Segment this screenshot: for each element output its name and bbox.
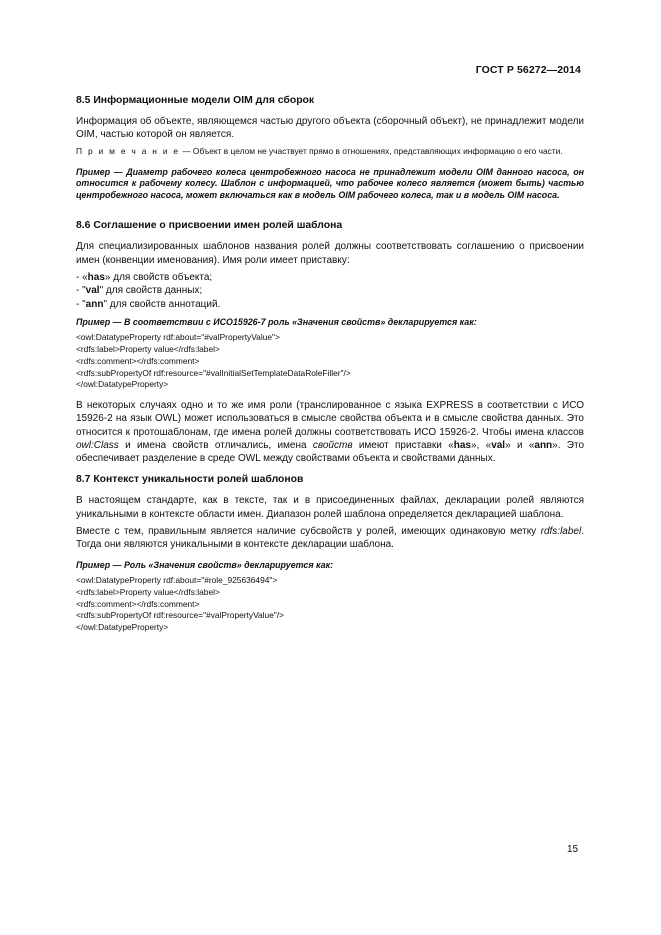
note-text: — Объект в целом не участвует прямо в отношениях, представляющих информацию о его части.	[179, 145, 563, 156]
section-8-5-title: 8.5 Информационные модели OIM для сборок	[76, 95, 315, 106]
note-label: П р и м е ч а н и е	[76, 145, 180, 156]
list-item: - "ann" для свойств аннотаций.	[76, 298, 221, 310]
code-line: </owl:DatatypeProperty>	[76, 379, 169, 390]
code-line: <rdfs:label>Property value</rdfs:label>	[76, 586, 220, 597]
code-line: <rdfs:label>Property value</rdfs:label>	[76, 344, 220, 355]
code-line: <rdfs:comment></rdfs:comment>	[76, 598, 200, 609]
section-8-6-title: 8.6 Соглашение о присвоении имен ролей шаблона	[76, 220, 343, 232]
section-8-7-title: 8.7 Контекст уникальности ролей шаблонов	[76, 474, 304, 486]
list-item: - "val" для свойств данных;	[76, 285, 203, 297]
code-line: <owl:DatatypeProperty rdf:about="#role_925636494">	[76, 575, 278, 586]
section-8-6-example: Пример — В соответствии с ИСО15926-7 роль «Значения свойств» декларируется как:	[76, 316, 477, 327]
code-line: <rdfs:subPropertyOf rdf:resource="#valPropertyValue"/>	[76, 610, 285, 621]
section-8-6-code-block	[76, 332, 584, 391]
document-header: ГОСТ Р 56272—2014	[475, 64, 581, 76]
section-8-5-example: Пример — Диаметр рабочего колеса центробежного насоса не принадлежит модели OIM данного насоса, он относится к рабочему колесу. Шаблон с информацией, что рабочее колесо является (может быть) частью центробежного насоса, может включаться как в модель OIM рабочего колеса, так и в модель OIM насоса.	[76, 166, 584, 200]
page-number: 15	[567, 844, 579, 855]
section-8-7-code-block	[76, 575, 584, 634]
list-item: - «has» для свойств объекта;	[76, 271, 213, 283]
code-line: <owl:DatatypeProperty rdf:about="#valPropertyValue">	[76, 332, 280, 343]
role-prefix-list	[76, 271, 584, 311]
section-8-5-paragraph: Информация об объекте, являющемся частью другого объекта (сборочный объект), не принадлежит модели OIM, частью которой он является.	[76, 116, 584, 141]
section-8-7-paragraph-1: В настоящем стандарте, как в тексте, так и в присоединенных файлах, декларации ролей являются уникальными в контексте области имен. Диапазон ролей шаблона определяется декларацией шаблона.	[76, 495, 584, 520]
section-8-7-example: Пример — Роль «Значения свойств» декларируется как:	[76, 559, 334, 570]
section-8-5-note	[76, 146, 584, 157]
page-content	[76, 94, 584, 642]
section-8-6-paragraph: Для специализированных шаблонов названия ролей должны соответствовать соглашению о присвоении имен (конвенции именования). Имя роли имеет приставку:	[76, 241, 584, 266]
code-line: <rdfs:subPropertyOf rdf:resource="#valInitialSetTemplateDataRoleFiller"/>	[76, 367, 351, 378]
code-line: <rdfs:comment></rdfs:comment>	[76, 355, 200, 366]
section-8-7-paragraph-2: Вместе с тем, правильным является наличие субсвойств у ролей, имеющих одинаковую метку rdfs:label. Тогда они являются уникальными в контексте декларации шаблона.	[76, 526, 584, 551]
section-8-6-paragraph-2: В некоторых случаях одно и то же имя роли (транслированное с языка EXPRESS в соответствии с ИСО 15926-2 на язык OWL) может использоваться в смысле свойства объекта и в смысле свойства данных. Это относится к протошаблонам, где имена ролей должны соответствовать ИСО 15926-2. Чтобы имена классов owl:Class и имена свойств отличались, имена свойств имеют приставки «has», «val» и «ann». Это обеспечивает разделение в среде OWL между свойствами объекта и свойствами данных.	[76, 399, 585, 465]
code-line: </owl:DatatypeProperty>	[76, 622, 169, 633]
